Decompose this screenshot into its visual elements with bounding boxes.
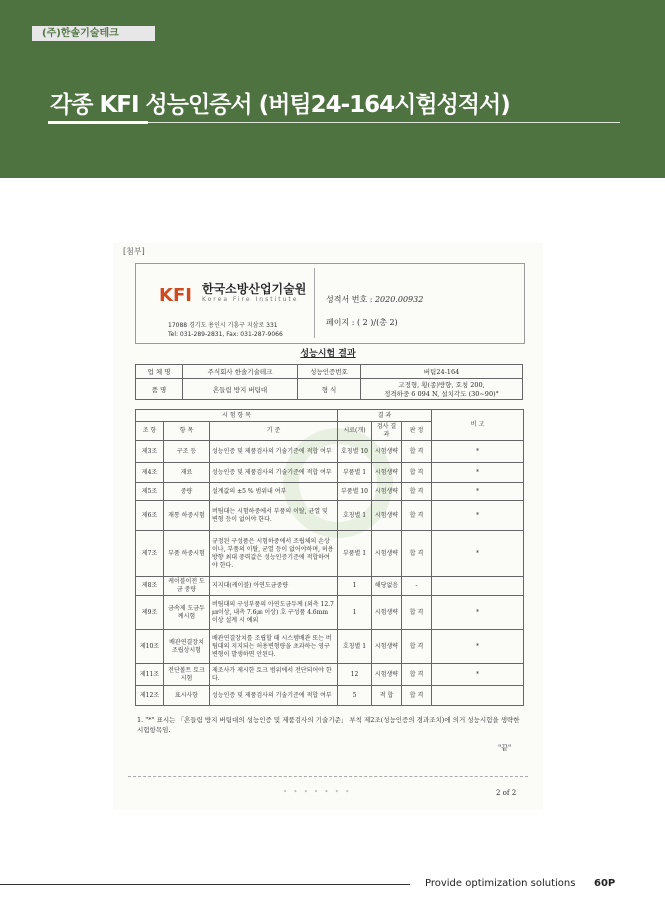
model-value-line: 고정형, 횡(종)방향, 호칭 200,	[398, 381, 485, 389]
certificate-header	[135, 263, 525, 344]
row-judgement: 합 격	[402, 686, 432, 706]
cert-no-value: 버팀24-164	[361, 365, 523, 379]
row-item: 표시사항	[164, 686, 210, 706]
row-article: 제12조	[136, 686, 164, 706]
row-article: 제3조	[136, 441, 164, 463]
row-item: 전단볼트 토크시험	[164, 664, 210, 686]
cert-no-label: 성능인증번호	[298, 365, 361, 379]
header-banner	[0, 0, 665, 178]
table-row	[136, 664, 524, 686]
cert-number-label: 성적서 번호 :	[326, 295, 373, 304]
row-judgement: 합 격	[402, 463, 432, 483]
row-inspection: 시험생략	[372, 501, 402, 531]
row-criteria: 버팀대는 시험하중에서 부품의 이탈, 균열 및 변형 등이 없어야 한다.	[210, 501, 338, 531]
row-note: *	[432, 501, 524, 531]
certificate-scan	[113, 243, 543, 810]
row-article: 제5조	[136, 483, 164, 501]
table-row	[136, 531, 524, 577]
row-judgement: 합 격	[402, 630, 432, 664]
table-row	[136, 463, 524, 483]
row-article: 제6조	[136, 501, 164, 531]
table-row	[136, 596, 524, 630]
row-item: 케이블이전 도금 중량	[164, 577, 210, 596]
page-title: 각종 KFI 성능인증서 (버팀24-164시험성적서)	[50, 92, 510, 118]
row-criteria: 지지대(케이블) 아연도금중량	[210, 577, 338, 596]
row-note: *	[432, 483, 524, 501]
table-row	[136, 501, 524, 531]
page-indicator: 페이지 : ( 2 )/(총 2)	[326, 318, 398, 327]
results-body	[136, 441, 524, 706]
row-note: *	[432, 596, 524, 630]
row-inspection: 적 합	[372, 686, 402, 706]
table-row	[136, 686, 524, 706]
results-table	[135, 409, 524, 706]
row-article: 제10조	[136, 630, 164, 664]
row-judgement: 합 격	[402, 531, 432, 577]
header-note: 비 고	[432, 410, 524, 441]
footer-page-number: 60P	[594, 878, 616, 889]
product-value: 흔들림 방지 버팀대	[183, 379, 298, 400]
row-judgement: 합 격	[402, 501, 432, 531]
row-judgement: 합 격	[402, 596, 432, 630]
row-note: *	[432, 441, 524, 463]
row-samples: 1	[338, 596, 372, 630]
row-inspection: 시험생략	[372, 463, 402, 483]
row-article: 제9조	[136, 596, 164, 630]
model-value	[361, 379, 523, 400]
document-page-number: 2 of 2	[496, 789, 517, 797]
row-note: *	[432, 463, 524, 483]
company-badge: (주)한솔기술테크	[32, 26, 155, 41]
row-criteria: 성능인증 및 제품검사의 기술기준에 적합 여부	[210, 686, 338, 706]
row-judgement: 합 격	[402, 441, 432, 463]
header-result: 결 과	[338, 410, 432, 422]
row-judgement: 합 격	[402, 483, 432, 501]
cert-number	[326, 294, 423, 305]
row-item: 부품 하중시험	[164, 531, 210, 577]
row-judgement: -	[402, 577, 432, 596]
row-article: 제4조	[136, 463, 164, 483]
table-row	[136, 441, 524, 463]
footnote: 1. "*" 표시는 「흔들림 방지 버팀대의 성능인증 및 제품검사의 기술기준」 부칙 제2조(성능인증의 경과조치)에 의거 성능시험을 생략한 시험항목임.	[137, 716, 520, 734]
footer-rule	[0, 884, 410, 885]
row-criteria: 제조사가 제시한 토크 범위에서 전단되어야 한다.	[210, 664, 338, 686]
row-item: 배관연결장치 조립상시험	[164, 630, 210, 664]
row-samples: 12	[338, 664, 372, 686]
row-samples: 5	[338, 686, 372, 706]
table-row	[136, 483, 524, 501]
company-label: 업 체 명	[136, 365, 183, 379]
model-label: 형 식	[298, 379, 361, 400]
row-samples: 호칭별 10	[338, 441, 372, 463]
row-criteria: 규정된 구성품은 시험하중에서 조립체의 손상이나, 부품의 이탈, 균열 등이 없어야하며, 허용방향 최대 중력값은 성능인증기준에 적합하여야 한다.	[210, 531, 338, 577]
page-divider	[128, 776, 528, 777]
row-article: 제7조	[136, 531, 164, 577]
row-criteria: 설계값의 ±5 % 범위내 여부	[210, 483, 338, 501]
cert-number-value: 2020.00932	[374, 295, 424, 304]
org-address	[168, 321, 283, 339]
row-samples: 부품별 10	[338, 483, 372, 501]
table-row	[136, 577, 524, 596]
row-judgement: 합 격	[402, 664, 432, 686]
header-samples: 시료(개)	[338, 422, 372, 441]
info-table	[135, 364, 523, 400]
row-article: 제8조	[136, 577, 164, 596]
row-item: 중량	[164, 483, 210, 501]
row-samples: 부품별 1	[338, 531, 372, 577]
header-test-items: 시 험 항 목	[136, 410, 338, 422]
header-judgement: 판 정	[402, 422, 432, 441]
footer-tagline: Provide optimization solutions	[425, 878, 576, 889]
row-inspection: 시험생략	[372, 596, 402, 630]
row-inspection: 해당없음	[372, 577, 402, 596]
product-label: 품 명	[136, 379, 183, 400]
address-line: 17088 경기도 용인시 기흥구 지삼로 331	[168, 322, 278, 329]
row-samples: 부품별 1	[338, 463, 372, 483]
row-item: 재료	[164, 463, 210, 483]
row-samples: 호칭별 1	[338, 630, 372, 664]
row-note: *	[432, 630, 524, 664]
row-note: *	[432, 664, 524, 686]
row-criteria: 배관연결장치를 조립할 때 시스템배관 또는 버팀대의 지지되는 허용변형량을 초과하는 영구변형이 발생하면 안된다.	[210, 630, 338, 664]
row-inspection: 시험생략	[372, 630, 402, 664]
header-item: 항 목	[164, 422, 210, 441]
row-item: 재통 하중시험	[164, 501, 210, 531]
row-criteria: 버팀대의 구성부품의 아연도금두께 (외측 12.7㎛이상, 내측 7.6㎛ 이상) 호 구성품 4.6mm 이상 설계 시 예외	[210, 596, 338, 630]
table-row	[136, 630, 524, 664]
row-samples: 1	[338, 577, 372, 596]
row-criteria: 성능인증 및 제품검사의 기술기준에 적합 여부	[210, 441, 338, 463]
row-samples: 호칭별 1	[338, 501, 372, 531]
row-note	[432, 577, 524, 596]
row-note	[432, 686, 524, 706]
title-underline-accent	[48, 121, 148, 124]
row-criteria: 성능인증 및 제품검사의 기술기준에 적합 여부	[210, 463, 338, 483]
attach-label: [첨부]	[123, 247, 145, 256]
row-inspection: 시험생략	[372, 664, 402, 686]
org-subtitle: Korea Fire Institute	[202, 296, 299, 303]
row-inspection: 시험생략	[372, 483, 402, 501]
end-mark: "끝"	[498, 744, 512, 752]
row-inspection: 시험생략	[372, 441, 402, 463]
kfi-logo	[159, 282, 197, 306]
company-value: 주식회사 한솔기술테크	[183, 365, 298, 379]
row-article: 제11조	[136, 664, 164, 686]
header-inspection: 검사 결과	[372, 422, 402, 441]
row-item: 금속제 도금두께시험	[164, 596, 210, 630]
header-article: 조 항	[136, 422, 164, 441]
org-name: 한국소방산업기술원	[202, 282, 307, 296]
row-item: 구조 등	[164, 441, 210, 463]
kfi-logo-text: KFI	[159, 285, 192, 306]
header-divider	[314, 268, 315, 338]
perforation-dots: • • • • • • •	[283, 788, 352, 796]
model-value-line: 정격하중 6 094 N, 설치각도 (30~90)°	[384, 390, 499, 398]
contact-line: Tel: 031-289-2831, Fax: 031-287-9066	[168, 331, 283, 338]
row-inspection: 시험생략	[372, 531, 402, 577]
header-criteria: 기 준	[210, 422, 338, 441]
result-title: 성능시험 결과	[300, 349, 356, 359]
row-note: *	[432, 531, 524, 577]
